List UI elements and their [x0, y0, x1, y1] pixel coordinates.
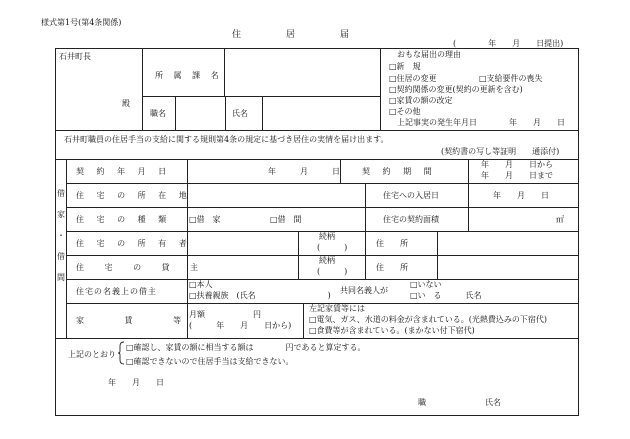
location-label: 住 宅 の 所 在 地 [76, 191, 192, 200]
confirm-amount-checkbox[interactable]: □確認し、家賃の額に相当する額は 円であると算定する。 [126, 343, 366, 352]
event-date: 上記事実の発生年月日 年 月 日 [397, 118, 565, 127]
rent-label: 家 賃 等 [76, 316, 201, 325]
rule [66, 183, 579, 184]
contract-period-label: 契 約 期 間 [362, 167, 437, 176]
rule [142, 48, 143, 130]
rent-utilities-checkbox[interactable]: □電気、ガス、水道の料金が含まれている。(光熱費込みの下宿代) [309, 315, 548, 324]
confirm-prefix: 上記のとおり [68, 350, 116, 359]
contract-date-label: 契 約 年 月 日 [76, 167, 172, 176]
joint-exists-checkbox[interactable]: □い る 氏名 [410, 291, 482, 300]
confirm-date[interactable]: 年 月 日 [108, 378, 164, 387]
tono: 殿 [122, 99, 130, 108]
rule [55, 48, 579, 49]
contract-date-value[interactable]: 年 月 日 [268, 167, 340, 176]
rule [365, 231, 366, 279]
landlord-address-label: 住 所 [376, 263, 408, 272]
rule [224, 48, 225, 96]
confirm-deny-checkbox[interactable]: □確認できないので住居手当は支給できない。 [126, 357, 294, 366]
owner-relation-field[interactable]: ( ) [317, 243, 348, 252]
name-label: 氏名 [232, 109, 248, 118]
position-label: 職名 [150, 109, 166, 118]
addressee: 石井町長 [59, 52, 91, 61]
type-room-checkbox[interactable]: □借 間 [270, 215, 302, 224]
declaration-text: 石井町職員の住居手当の支給に関する規則第4条の規定に基づき居住の実情を届け出ます。 [64, 135, 389, 144]
brace-icon [117, 341, 125, 365]
rule [55, 130, 579, 131]
dept-field[interactable] [226, 50, 379, 95]
reason-move-checkbox[interactable]: □住居の変更 [389, 74, 437, 83]
period-from[interactable]: 年 月 日から [481, 160, 553, 169]
nominee-family-checkbox[interactable]: □扶養親族 (氏名 ) [189, 291, 331, 300]
type-house-checkbox[interactable]: □借 家 [189, 215, 221, 224]
rule [225, 96, 226, 130]
side-char: 借 [57, 252, 65, 261]
rule [187, 159, 188, 338]
reason-other-checkbox[interactable]: □その他 [389, 107, 421, 116]
submit-date: ( 年 月 日提出) [453, 39, 564, 48]
rule [437, 231, 438, 279]
owner-relation-label: 続柄 [319, 232, 335, 241]
rule [175, 96, 176, 130]
position-field[interactable] [177, 98, 224, 129]
side-char: ・ [57, 231, 65, 240]
landlord-relation-label: 続柄 [319, 256, 335, 265]
movein-label: 住宅への入居日 [383, 191, 439, 200]
rule [142, 96, 380, 97]
rule [66, 159, 67, 338]
rule [468, 159, 469, 183]
rule [468, 183, 469, 231]
landlord-relation-field[interactable]: ( ) [317, 267, 348, 276]
movein-value[interactable]: 年 月 日 [493, 191, 549, 200]
side-char: 間 [57, 273, 65, 282]
side-label [56, 190, 66, 282]
reason-contract-checkbox[interactable]: □契約関係の変更(契約の更新を含む) [389, 85, 523, 94]
rule [66, 279, 579, 280]
dept-label: 所 属 課 名 [155, 71, 223, 80]
rent-monthly[interactable]: 月額 円 [189, 310, 261, 319]
form-number: 様式第1号(第4条関係) [41, 18, 122, 27]
confirm-title-label: 職 [418, 398, 426, 407]
landlord-label: 住 宅 の 貸 主 [76, 263, 208, 272]
reasons-title: おもな届出の理由 [397, 50, 461, 59]
location-field[interactable] [189, 185, 363, 205]
rent-includes-title: 左記家賃等には [309, 304, 365, 313]
area-unit: ㎡ [556, 215, 564, 224]
form-title: 住 居 届 [232, 30, 350, 40]
rule [298, 231, 299, 279]
rule [55, 415, 579, 416]
side-char: 家 [57, 210, 65, 219]
rule [66, 207, 579, 208]
period-to[interactable]: 年 月 日まで [481, 171, 553, 180]
nominee-label: 住宅の名義上の借主 [76, 287, 157, 296]
rule [55, 338, 579, 339]
attachment-note: (契約書の写し等証明 通添付) [441, 147, 560, 156]
rule [365, 183, 366, 231]
area-label: 住宅の契約面積 [383, 215, 439, 224]
owner-address-label: 住 所 [376, 239, 408, 248]
nominee-self-checkbox[interactable]: □本人 [189, 280, 213, 289]
confirm-name-label: 氏名 [485, 398, 501, 407]
name-field[interactable] [264, 98, 379, 129]
reason-new-checkbox[interactable]: □新 規 [389, 62, 421, 71]
side-char: 借 [57, 189, 65, 198]
rule [303, 303, 304, 338]
rule [380, 48, 381, 130]
joint-label: 共同名義人が [340, 286, 388, 295]
type-label: 住 宅 の 種 類 [76, 215, 172, 224]
owner-label: 住 宅 の 所 有 者 [76, 239, 192, 248]
rule [262, 96, 263, 130]
rule [340, 159, 341, 183]
rent-meals-checkbox[interactable]: □食費等が含まれている。(まかない付下宿代) [309, 326, 475, 335]
reason-rent-checkbox[interactable]: □家賃の額の改定 [389, 96, 453, 105]
rent-since[interactable]: ( 年 月 日から) [189, 321, 292, 330]
joint-none-checkbox[interactable]: □いない [410, 280, 442, 289]
reason-loss-checkbox[interactable]: □支給要件の喪失 [479, 74, 543, 83]
